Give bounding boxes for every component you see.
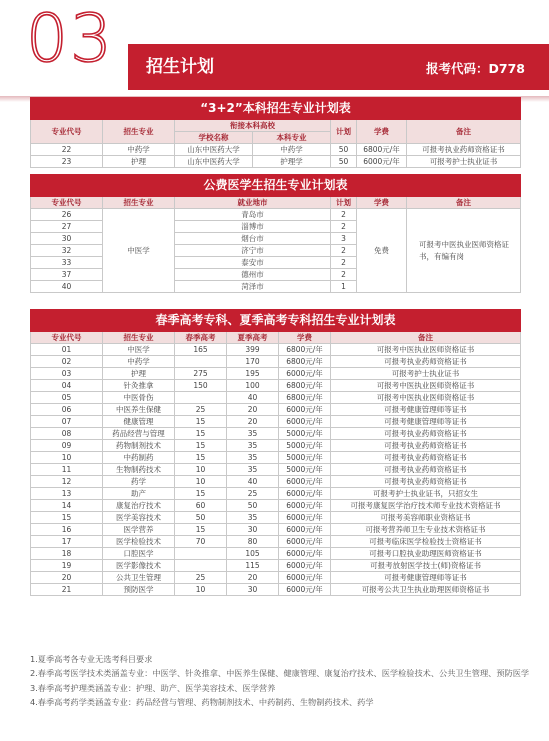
cell-school: 山东中医药大学 [175,156,253,168]
table-row [31,368,521,380]
cell-code: 13 [31,488,103,500]
col-header: 学费 [357,120,407,144]
cell-spring: 70 [175,536,227,548]
col-header: 专业代号 [31,120,103,144]
cell-code: 01 [31,344,103,356]
cell-code: 15 [31,512,103,524]
table-row [31,476,521,488]
table-row [31,500,521,512]
cell-summer: 35 [227,452,279,464]
cell-place: 济宁市 [175,245,331,257]
cell-major: 医学检验技术 [103,536,175,548]
cell-summer: 35 [227,440,279,452]
cell-major: 中药学 [103,144,175,156]
cell-summer: 35 [227,428,279,440]
col-header: 计划 [331,197,357,209]
cell-fee: 5000元/年 [279,452,331,464]
cell-summer: 399 [227,344,279,356]
cell-note: 可报考中医执业医师资格证书 [331,380,521,392]
cell-fee: 6000元/年 [279,584,331,596]
page-header [0,0,549,96]
table-row [31,572,521,584]
col-header: 备注 [331,332,521,344]
cell-note: 可报考营养师卫生专业技术资格证书 [331,524,521,536]
cell-code: 16 [31,524,103,536]
cell-note: 可报考中医执业医师资格证书，有编有岗 [407,209,521,293]
cell-major: 口腔医学 [103,548,175,560]
cell-major: 医学营养 [103,524,175,536]
table-row [31,404,521,416]
cell-note: 可报考健康管理师等证书 [331,404,521,416]
cell-code: 37 [31,269,103,281]
cell-major: 康复治疗技术 [103,500,175,512]
cell-spring: 10 [175,476,227,488]
cell-plan: 2 [331,221,357,233]
cell-summer: 30 [227,584,279,596]
cell-plan: 2 [331,257,357,269]
cell-spring [175,560,227,572]
cell-note: 可报考中医执业医师资格证书 [331,392,521,404]
cell-major: 针灸推拿 [103,380,175,392]
table-row [31,428,521,440]
cell-summer: 20 [227,404,279,416]
cell-summer: 170 [227,356,279,368]
table-title: “3+2”本科招生专业计划表 [31,98,521,120]
table-row [31,560,521,572]
cell-fee: 5000元/年 [279,464,331,476]
cell-code: 19 [31,560,103,572]
cell-plan: 1 [331,281,357,293]
table-row [31,356,521,368]
col-header: 夏季高考 [227,332,279,344]
cell-bmajor: 中药学 [253,144,331,156]
note-line: 3.春季高考护理类涵盖专业：护理、助产、医学美容技术、医学营养 [30,682,276,693]
cell-code: 06 [31,404,103,416]
cell-note: 可报考护士执业证书 [407,156,521,168]
col-header: 备注 [407,197,521,209]
cell-fee: 6800元/年 [279,392,331,404]
cell-major: 中医骨伤 [103,392,175,404]
cell-code: 02 [31,356,103,368]
cell-spring: 25 [175,572,227,584]
cell-code: 07 [31,416,103,428]
cell-code: 18 [31,548,103,560]
cell-place: 德州市 [175,269,331,281]
cell-place: 菏泽市 [175,281,331,293]
cell-summer: 40 [227,476,279,488]
cell-note: 可报考执业药师资格证书 [331,428,521,440]
col-header: 衔接本科高校 [175,120,331,132]
cell-spring: 150 [175,380,227,392]
cell-major: 药学 [103,476,175,488]
table-row [31,209,521,221]
cell-note: 可报考健康管理师等证书 [331,416,521,428]
cell-note: 可报考执业药师资格证书 [331,440,521,452]
cell-code: 11 [31,464,103,476]
cell-spring: 15 [175,416,227,428]
cell-fee: 6800元/年 [279,380,331,392]
col-header: 学费 [357,197,407,209]
cell-spring: 15 [175,452,227,464]
cell-spring: 10 [175,464,227,476]
table-row [31,380,521,392]
cell-code: 03 [31,368,103,380]
cell-note: 可报考公共卫生执业助理医师资格证书 [331,584,521,596]
table-row [31,156,521,168]
table-row [31,512,521,524]
cell-spring: 165 [175,344,227,356]
cell-spring: 25 [175,404,227,416]
cell-note: 可报考执业药师资格证书 [407,144,521,156]
cell-plan: 2 [331,245,357,257]
cell-code: 33 [31,257,103,269]
cell-fee: 5000元/年 [279,428,331,440]
cell-note: 可报考执业药师资格证书 [331,464,521,476]
cell-major: 中医养生保健 [103,404,175,416]
cell-note: 可报考执业药师资格证书 [331,452,521,464]
col-header: 学校名称 [175,132,253,144]
cell-fee: 6800元/年 [357,144,407,156]
col-header: 备注 [407,120,521,144]
section-number: 03 [26,0,114,77]
cell-major: 护理 [103,156,175,168]
cell-note: 可报考康复医学治疗技术师专业技术资格证书 [331,500,521,512]
col-header: 招生专业 [103,332,175,344]
cell-note: 可报考放射医学技士(师)资格证书 [331,560,521,572]
table-row [31,536,521,548]
cell-place: 泰安市 [175,257,331,269]
cell-summer: 80 [227,536,279,548]
cell-plan: 50 [331,156,357,168]
cell-fee: 6000元/年 [279,488,331,500]
cell-note: 可报考执业药师资格证书 [331,356,521,368]
cell-summer: 30 [227,524,279,536]
cell-code: 30 [31,233,103,245]
cell-summer: 195 [227,368,279,380]
cell-major: 公共卫生管理 [103,572,175,584]
section-title: 招生计划 [146,57,214,77]
cell-summer: 20 [227,572,279,584]
cell-summer: 20 [227,416,279,428]
cell-note: 可报考美容师职业资格证书 [331,512,521,524]
cell-code: 27 [31,221,103,233]
col-header: 专业代号 [31,332,103,344]
cell-major: 中医学 [103,344,175,356]
cell-major: 健康管理 [103,416,175,428]
col-header: 专业代号 [31,197,103,209]
cell-fee: 6000元/年 [279,572,331,584]
table-row [31,440,521,452]
note-line: 2.春季高考医学技术类涵盖专业：中医学、针灸推拿、中医养生保健、健康管理、康复治疗技术、医学检验技术、公共卫生管理、预防医学 [30,668,530,679]
cell-spring: 15 [175,524,227,536]
cell-summer: 25 [227,488,279,500]
cell-code: 22 [31,144,103,156]
cell-major: 药品经营与管理 [103,428,175,440]
cell-spring: 15 [175,428,227,440]
table-row [31,344,521,356]
cell-fee: 6000元/年 [279,368,331,380]
cell-summer: 40 [227,392,279,404]
cell-code: 20 [31,572,103,584]
table-row [31,416,521,428]
cell-fee: 6000元/年 [279,524,331,536]
cell-major: 助产 [103,488,175,500]
cell-summer: 35 [227,512,279,524]
col-header: 春季高考 [175,332,227,344]
cell-plan: 50 [331,144,357,156]
cell-code: 26 [31,209,103,221]
cell-place: 淄博市 [175,221,331,233]
note-line: 1.夏季高考各专业无选考科目要求 [30,654,153,664]
cell-code: 12 [31,476,103,488]
cell-code: 23 [31,156,103,168]
col-header: 计划 [331,120,357,144]
col-header: 就业地市 [175,197,331,209]
cell-summer: 115 [227,560,279,572]
cell-place: 烟台市 [175,233,331,245]
cell-fee: 6000元/年 [279,476,331,488]
cell-spring: 15 [175,440,227,452]
cell-note: 可报考护士执业证书 [331,368,521,380]
cell-code: 21 [31,584,103,596]
table-row [31,452,521,464]
cell-code: 10 [31,452,103,464]
cell-fee: 免费 [357,209,407,293]
cell-fee: 6000元/年 [279,560,331,572]
cell-major: 药物制剂技术 [103,440,175,452]
cell-place: 青岛市 [175,209,331,221]
cell-major: 中医学 [103,209,175,293]
col-header: 招生专业 [103,120,175,144]
table-row [31,464,521,476]
col-header: 学费 [279,332,331,344]
table-row [31,392,521,404]
cell-summer: 35 [227,464,279,476]
cell-school: 山东中医药大学 [175,144,253,156]
cell-major: 医学影像技术 [103,560,175,572]
cell-plan: 2 [331,209,357,221]
cell-spring: 60 [175,500,227,512]
cell-fee: 6000元/年 [357,156,407,168]
cell-spring [175,356,227,368]
table-title: 公费医学生招生专业计划表 [31,175,521,197]
cell-summer: 50 [227,500,279,512]
cell-code: 04 [31,380,103,392]
table-public-funded [30,174,520,293]
cell-fee: 6800元/年 [279,356,331,368]
col-header: 本科专业 [253,132,331,144]
table-row [31,524,521,536]
cell-fee: 6000元/年 [279,512,331,524]
cell-spring: 50 [175,512,227,524]
cell-major: 护理 [103,368,175,380]
cell-summer: 100 [227,380,279,392]
cell-bmajor: 护理学 [253,156,331,168]
table-spring-summer [30,309,520,596]
table-row [31,144,521,156]
cell-fee: 6000元/年 [279,416,331,428]
cell-fee: 6800元/年 [279,344,331,356]
cell-spring: 10 [175,584,227,596]
cell-note: 可报考健康管理师等证书 [331,572,521,584]
cell-code: 17 [31,536,103,548]
col-header: 招生专业 [103,197,175,209]
cell-fee: 6000元/年 [279,548,331,560]
cell-major: 中药学 [103,356,175,368]
cell-fee: 6000元/年 [279,404,331,416]
cell-code: 14 [31,500,103,512]
table-row [31,584,521,596]
cell-plan: 3 [331,233,357,245]
cell-note: 可报考执业药师资格证书 [331,476,521,488]
cell-fee: 6000元/年 [279,500,331,512]
cell-code: 40 [31,281,103,293]
cell-fee: 6000元/年 [279,536,331,548]
cell-code: 09 [31,440,103,452]
cell-note: 可报考护士执业证书，只招女生 [331,488,521,500]
cell-code: 05 [31,392,103,404]
cell-major: 预防医学 [103,584,175,596]
cell-spring [175,548,227,560]
cell-note: 可报考临床医学检验技士资格证书 [331,536,521,548]
cell-note: 可报考口腔执业助理医师资格证书 [331,548,521,560]
cell-summer: 105 [227,548,279,560]
cell-major: 生物制药技术 [103,464,175,476]
table-3plus2 [30,97,520,168]
cell-plan: 2 [331,269,357,281]
cell-spring: 15 [175,488,227,500]
table-row [31,548,521,560]
cell-code: 08 [31,428,103,440]
exam-code: 报考代码：D778 [426,61,525,76]
cell-major: 中药制药 [103,452,175,464]
cell-spring: 275 [175,368,227,380]
table-row [31,488,521,500]
cell-code: 32 [31,245,103,257]
table-title: 春季高考专科、夏季高考专科招生专业计划表 [31,310,521,332]
cell-note: 可报考中医执业医师资格证书 [331,344,521,356]
note-line: 4.春季高考药学类涵盖专业：药品经营与管理、药物制剂技术、中药制药、生物制药技术、药学 [30,696,374,707]
cell-major: 医学美容技术 [103,512,175,524]
cell-fee: 5000元/年 [279,440,331,452]
notes [30,652,530,709]
cell-spring [175,392,227,404]
